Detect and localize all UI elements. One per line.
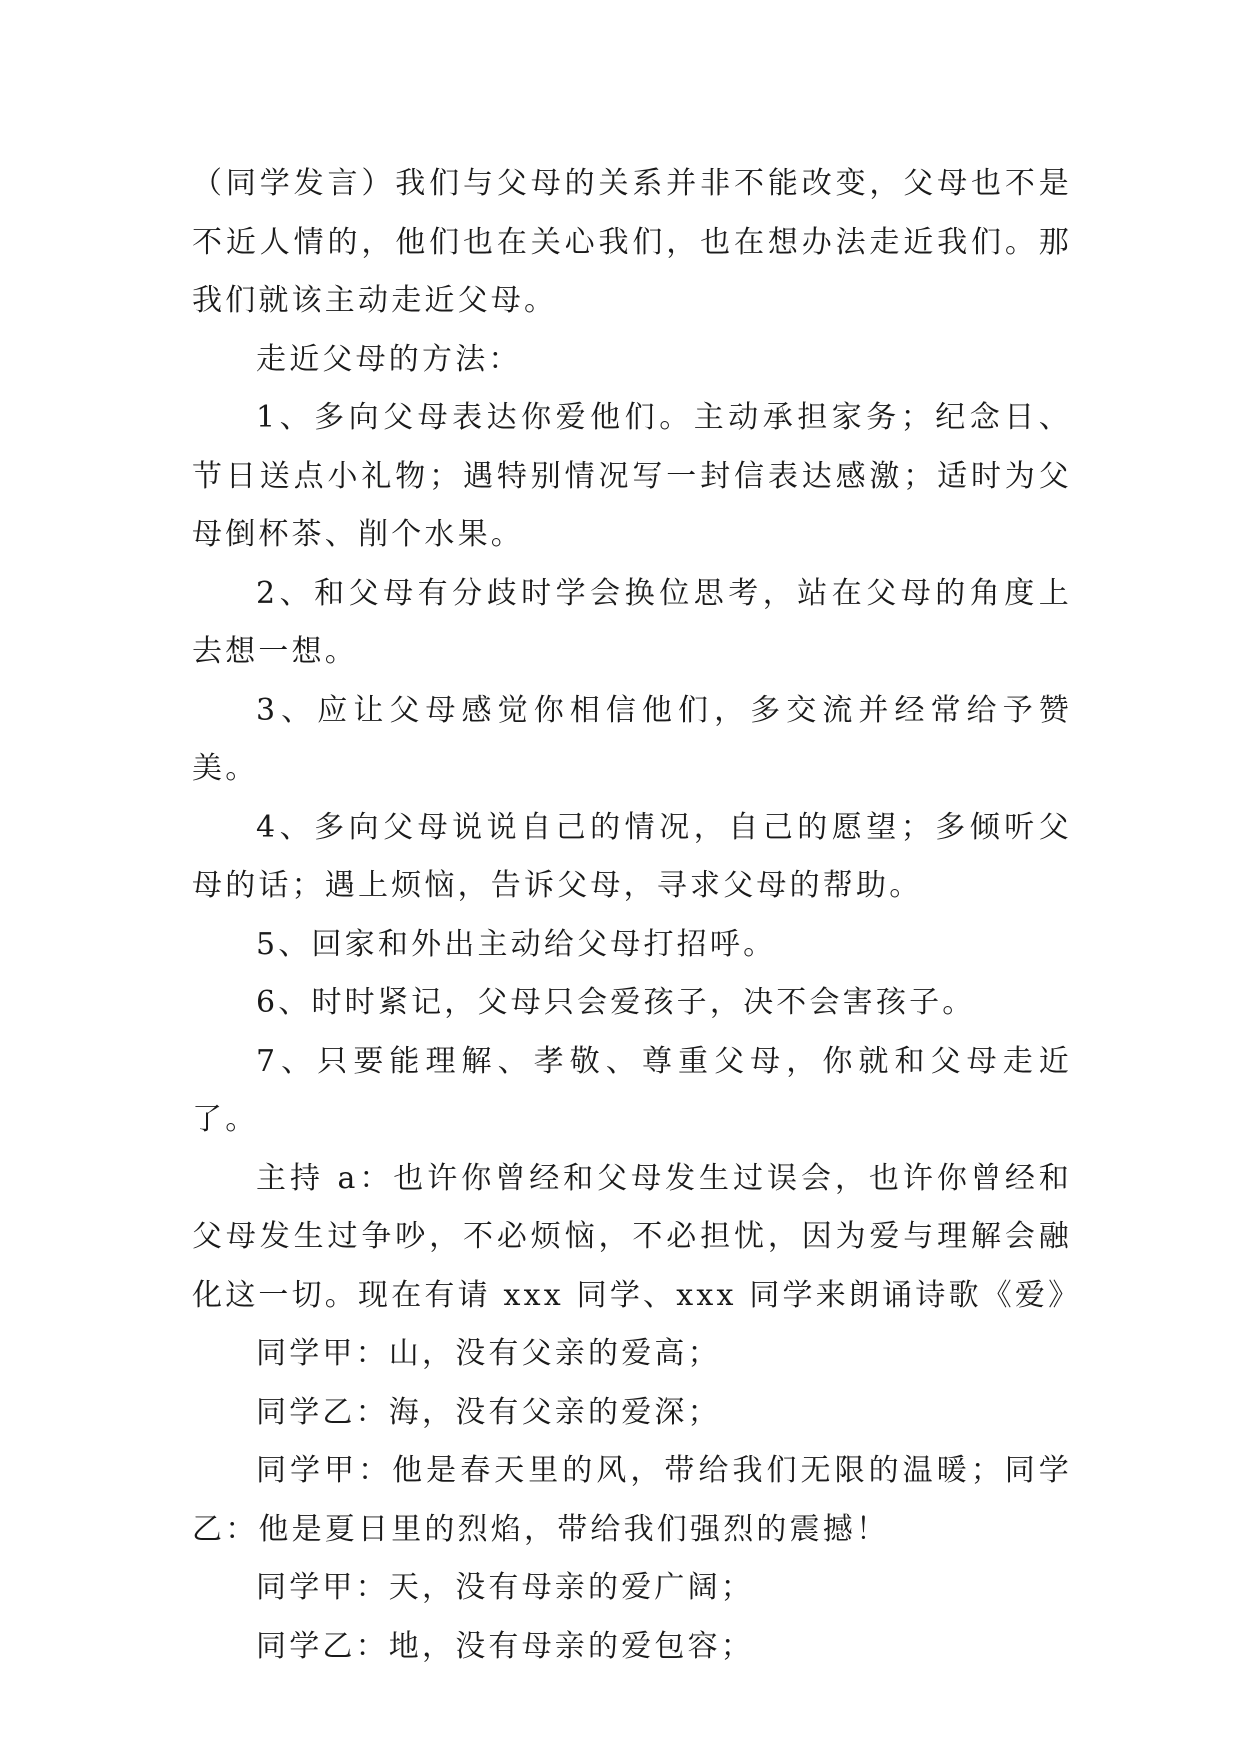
list-item: 2、和父母有分歧时学会换位思考，站在父母的角度上去想一想。 — [192, 575, 1072, 669]
paragraph: （同学发言）我们与父母的关系并非不能改变，父母也不是不近人情的，他们也在关心我们，也在想办法走近我们。那我们就该主动走近父母。 — [192, 166, 1072, 318]
poem-line: 同学甲：他是春天里的风，带给我们无限的温暖；同学乙：他是夏日里的烈焰，带给我们强烈的震撼！ — [192, 1453, 1072, 1547]
poem-line: 同学甲：天，没有母亲的爱广阔； — [256, 1570, 754, 1605]
list-item: 7、只要能理解、孝敬、尊重父母，你就和父母走近了。 — [192, 1043, 1072, 1137]
list-item: 4、多向父母说说自己的情况，自己的愿望；多倾听父母的话；遇上烦恼，告诉父母，寻求父母的帮助。 — [192, 809, 1072, 903]
poem-line: 同学甲：山，没有父亲的爱高； — [256, 1336, 721, 1371]
methods-heading: 走近父母的方法： — [256, 341, 522, 377]
host-speech: 主持 a：也许你曾经和父母发生过误会，也许你曾经和父母发生过争吵，不必烦恼，不必担忧，因为爱与理解会融化这一切。现在有请 xxx 同学、xxx 同学来朗诵诗歌《爱》 — [192, 1160, 1082, 1313]
list-item: 5、回家和外出主动给父母打招呼。 — [256, 926, 777, 962]
list-item: 3、应让父母感觉你相信他们，多交流并经常给予赞美。 — [192, 692, 1072, 786]
poem-line: 同学乙：地，没有母亲的爱包容； — [256, 1628, 754, 1664]
list-item: 1、多向父母表达你爱他们。主动承担家务；纪念日、节日送点小礼物；遇特别情况写一封信表达感激；适时为父母倒杯茶、削个水果。 — [192, 400, 1072, 552]
list-item: 6、时时紧记，父母只会爱孩子，决不会害孩子。 — [256, 985, 976, 1020]
document-body — [192, 155, 1082, 1676]
poem-line: 同学乙：海，没有父亲的爱深； — [256, 1394, 721, 1430]
